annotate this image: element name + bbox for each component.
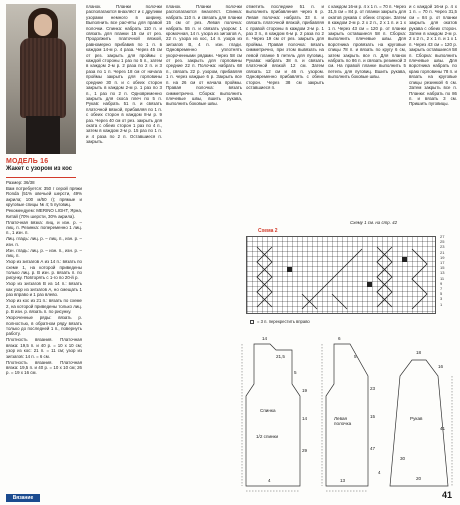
density-text-2: Плотность вязания. Платочная вязка: 19,5 п. и 40 р. = 10 х 10 см; 26 р. = 19 х 16 см. [6,359,82,376]
cable-line [257,247,272,307]
size-text: Размер: 36/38 [6,180,35,185]
row-number: 9 [440,280,443,286]
chart-row-numbers [440,234,456,316]
model-photo [6,4,76,154]
row-number: 27 [440,234,445,239]
instructions-column-5: с каждом 16-м р. 4 х 1 п. = 70 п. Через 31,5 см = 84 р. от планки закрыть для окатов рукава с обеих сторон. Затем в каждом 2-м р. 2 х 2 п., 2 х 1 п. и 1 х 1 п. Через 43 см = 120 р. от планки закрыть оставшиеся 58 п. Сборка: выполнить плечевые швы. Для воротника провязать на круговые спицы 78 п. и вязать по кругу 6 см, затем закрыть все п. Для планок набрать по 86 п. и связать резинкой 3 см. На правой планке выполнить 5 петель для пуговиц. Вшить рукава, выполнить боковые швы. [328,4,406,80]
dim-label: 21,5 [276,354,285,359]
instructions-column-1 [6,180,82,376]
row-number: 15 [440,265,445,271]
stitch-chart [246,236,436,314]
dim-label: 18 [416,350,422,355]
magazine-logo: Вязание [6,494,40,502]
dim-label: 20 [416,476,422,481]
model-number: МОДЕЛЬ 16 [6,158,49,165]
row-number: 1 [440,301,443,307]
model-heading [6,158,84,172]
row-number: 13 [440,270,445,276]
chart-mark [287,267,292,272]
model-name: Жакет с узором из кос [6,166,72,172]
cable-symbols [247,237,437,315]
short-rows-text: Укороченные ряды: вязать р. полностью, в обратном ряду вязать только до последней 1 п., повернуть работу. [6,315,82,337]
heading-rule [6,177,76,178]
dim-label: 4 [268,478,271,483]
stockinette-text: Лиц. гладь: лиц. р. – лиц. п., изн. р. – изн. п. [6,236,82,247]
row-number: 23 [440,244,445,250]
instructions-column-6: и с каждой 16-м р. 4 х 1 п. = 70 п. Через 31,5 см = 84 р. от планки закрыть для окатов рукава с обеих сторон. Затем в каждом 2-м р. 2 х 2 п., 2 х 1 п. и 1 х 1 п. Через 43 см = 120 р. закрыть оставшиеся 58 п. Сборка: выполнить плечевые швы. Для воротника набрать по краю горловины 78 п. и вязать на круговые спицы резинкой 6 см. Затем закрыть все п. Планки: набрать по 86 п. и вязать 3 см. Пришить пуговицы. [409,4,457,107]
back-outline [246,344,300,486]
front-outline [326,344,368,486]
dim-label: 41 [440,426,446,431]
dim-label: 15 [370,414,376,419]
instructions-column-4: отметить последние 51 п. и выполнить прибавления через 6 р. Левая полочка: набрать 33 п. и связать платочной вязкой, прибавляя с правой стороны в каждом 2-м р. 1 раз 3 п., в каждом 6-м р. 2 раза по 2 п. Через 19 см от рез. закрыть для проймы. Правая полочка: вязать симметрично, при этом вывязать на левой планке 5 петель для пуговиц. Рукава: набрать 38 п. и связать платочной вязкой 12 см. Затем связать 12 см и 46 п. узором. Одновременно прибавлять с обеих сторон. Через 38 см закрыть оставшиеся п. [246,4,324,91]
row-number: 25 [440,239,445,245]
scheme-title: Схема 2 [258,228,278,234]
page-number: 41 [441,490,452,500]
dim-label: 14 [302,416,308,421]
cable-line [302,249,362,309]
row-number: 21 [440,249,445,255]
row-number: 19 [440,254,445,260]
recommend-text: Рекомендуем: MERINO LIGHT, Ярна, Китай (70% шерсти, 30% акрила). [6,208,82,219]
materials-text: Вам потребуется: 350 г серой пряжи Ronda (51% овечьей шерсти, 49% акрила; 100 м/50 г); прямые и круговые спицы № 4; 5 пуговиц. [6,186,82,208]
instructions-column-3: планок. Планки полочки располагаются внахлёст. Спинка: набрать 110 п. и связать для планки 15 см от рез. Левая полочка: набрать 55 п. и связать узором: 1 кромочная, 14 п. узора из зигзагов А, 22 п. узора из кос, 14 п. узора из зигзагов В, 4 п. изн. глади. Одновременно уплотнять укороченными рядами. Через 58 см от рез. закрыть для горловины средние 22 п. Полочка: набрать 68 п., связать 22 р. узором, прибавляя 1 п. через каждые 6 р. Закрыть все п. на 26 см от начала проймы. Правая полочка: вязать симметрично. Сборка: выполнить плечевые швы, вшить рукава, выполнить боковые швы. [166,4,242,107]
sleeve-outline [390,360,448,486]
zigzag-a-text: Узор из зигзагов А из 14 п.: вязать по схеме 1, на которой приведены только лиц. р. В изн. р. вязать п. по рисунку. Повторять с 1-го по 20-й р. [6,259,82,281]
photo-legs [26,116,60,154]
dim-label: 14 [262,336,268,341]
photo-face [34,14,52,36]
dim-label: 5 [354,354,357,359]
back-half-label: 1/2 спинки [256,434,279,439]
row-number: 5 [440,291,443,297]
cable-line [377,247,392,307]
sleeve-label: Рукав [410,416,423,421]
dim-label: 23 [370,386,376,391]
legend-swatch [250,320,254,324]
legend-text: = 3 п. перекрестить вправо [257,319,310,324]
instructions-column-2: планок. Планки полочки располагаются внахлёст и с другими узорами немного в ширину. Выполнить все расчёты для правой полочки. Спинка: набрать 110 п. и связать для планки 15 см от рез. Продолжить платочной вязкой, равномерно прибавив по 1 п. в каждом 14-м р. 4 раза. Через 45 см от рез. закрыть для проймы с каждой стороны 1 раз по 5 п., затем в каждом 2-м р. 2 раза по 2 п. и 3 раза по 1 п. Через 18 см от начала проймы закрыть для горловины средние 30 п. и с обеих сторон закрыть в каждом 2-м р. 1 раз по 3 п., 1 раз по 2 п. Одновременно закрыть для скоса плеч по 5 п. Рукав: набрать 51 п. и связать платочной вязкой, прибавляя по 1 п. с обеих сторон в каждом 8-м р. 9 раз. Через 40 см от рез. закрыть для оката с обеих сторон 1 раз по 4 п., затем в каждом 2-м р. 15 раз по 1 п. и 4 раза по 2 п. Оставшиеся п. закрыть. [86,4,162,145]
cable-text: Узор из кос из 21 п.: вязать по схеме 2, на которой приведены только лиц. р. В изн. р. вязать п. по рисунку. [6,298,82,315]
cable-line [412,249,427,309]
reverse-text: Изн. гладь: лиц. р. – изн. п., изн. р. – лиц. п. [6,247,82,259]
row-number: 3 [440,296,443,302]
row-number: 7 [440,286,443,292]
scheme-reference: Схему 1 см. на стр. 42 [350,220,398,225]
dim-label: 13 [340,478,346,483]
dim-label: 6 [338,336,341,341]
zigzag-b-text: Узор из зигзагов В из 14 п.: вязать как узор из зигзагов А, но смещать 1 раз вправо и 1 раз влево. [6,281,82,298]
dim-label: 47 [370,446,376,451]
dim-label: 5 [294,370,297,375]
front-label: Левая полочка [334,416,352,426]
pattern-pieces [240,336,456,496]
density-text: Плотность вязания. Платочная вязка: 19,5 п. и 40 р. = 10 х 10 см; узор из кос: 21 п. = 11 см; узор из зигзагов: 14 п. = 6 см. [6,337,82,359]
cable-line [377,247,392,307]
chart-mark [367,282,372,287]
back-label: Спинка [260,408,276,413]
dim-label: 16 [438,364,444,369]
dim-label: 4 [378,470,381,475]
row-number: 11 [440,275,445,281]
row-number: 17 [440,260,445,266]
dim-label: 29 [302,448,308,453]
cable-line [257,247,272,307]
purl-rib-text: Платочная вязка: лиц. и изн. р. – лиц. п. Резинка: попеременно 1 лиц. п., 1 изн. п. [6,219,82,236]
dim-label: 19 [302,388,308,393]
dim-label: 30 [400,456,406,461]
cable-line [332,294,347,309]
chart-mark [402,257,407,262]
photo-jacket [20,38,66,118]
